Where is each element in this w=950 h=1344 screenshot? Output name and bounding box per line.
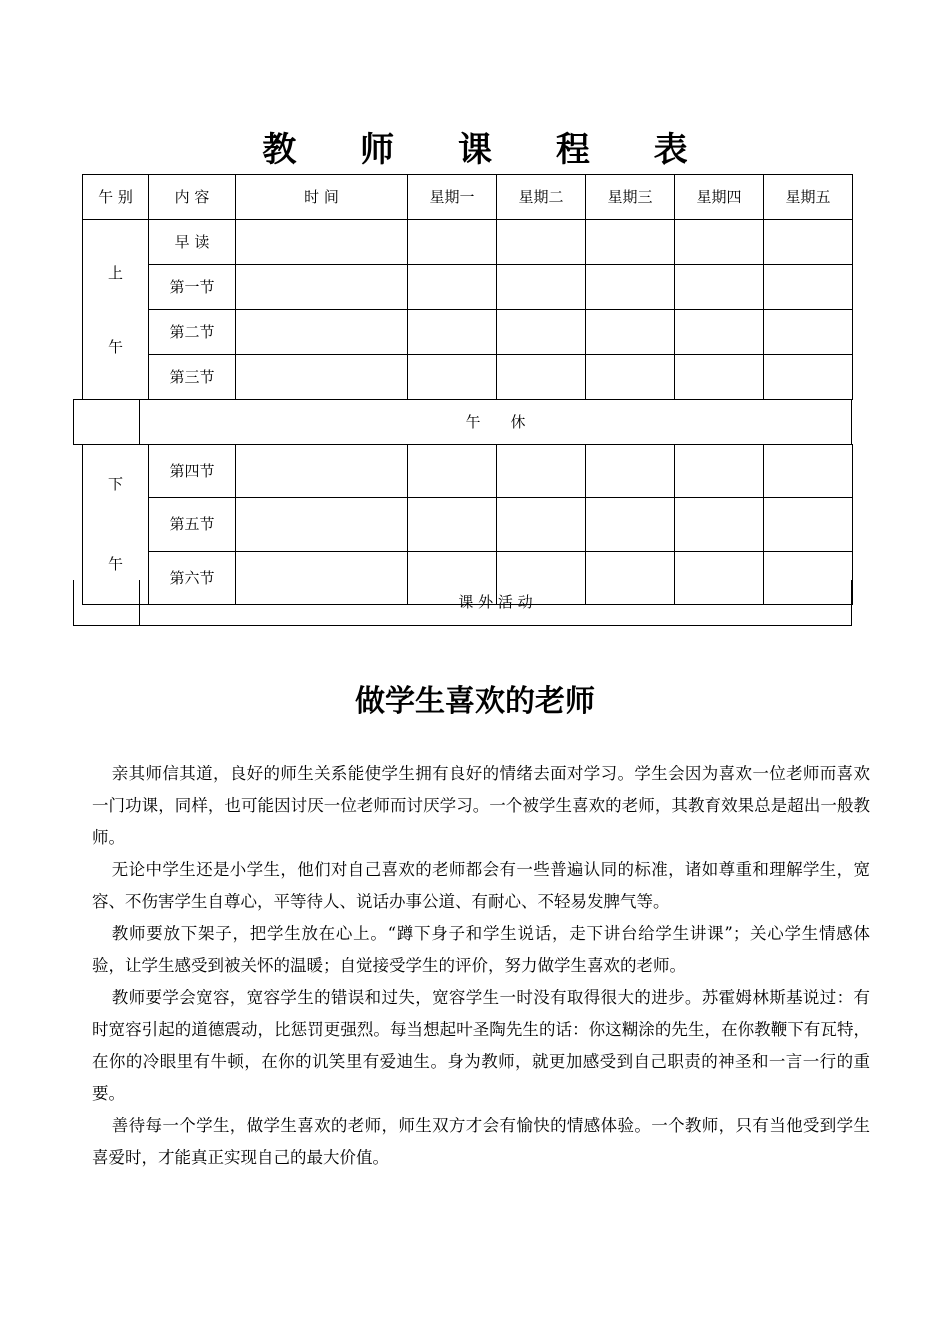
table-row [83, 265, 853, 310]
header-content: 内 容 [149, 175, 236, 220]
row-label: 第一节 [149, 265, 236, 310]
schedule-cell [586, 220, 675, 265]
schedule-cell [675, 444, 764, 498]
schedule-cell [408, 444, 497, 498]
article-paragraph: 教师要学会宽容，宽容学生的错误和过失，宽容学生一时没有取得很大的进步。苏霍姆林斯基说过：有时宽容引起的道德震动，比惩罚更强烈。每当想起叶圣陶先生的话：你这糊涂的先生，在你教鞭下有瓦特，在你的冷眼里有牛顿，在你的讥笑里有爱迪生。身为教师，就更加感受到自己职责的神圣和一言一行的重要。 [92, 988, 870, 1103]
schedule-cell [497, 220, 586, 265]
row-label: 第五节 [149, 498, 236, 552]
schedule-cell [408, 355, 497, 400]
schedule-cell [586, 444, 675, 498]
row-label: 早 读 [149, 220, 236, 265]
noon-break-row [73, 399, 852, 445]
schedule-cell [764, 444, 853, 498]
schedule-cell [675, 220, 764, 265]
article-body [92, 758, 870, 1174]
noon-break-label: 午 休 [140, 400, 852, 445]
article-paragraph: 无论中学生还是小学生，他们对自己喜欢的老师都会有一些普遍认同的标准，诸如尊重和理解学生，宽容、不伤害学生自尊心，平等待人、说话办事公道、有耐心、不轻易发脾气等。 [92, 860, 870, 911]
schedule-cell [497, 310, 586, 355]
afternoon-label-top: 下 [107, 475, 123, 493]
morning-label-bottom: 午 [107, 337, 123, 356]
schedule-cell [497, 265, 586, 310]
schedule-table [82, 174, 853, 400]
schedule-cell [586, 355, 675, 400]
header-period: 午 别 [83, 175, 149, 220]
article-paragraph: 教师要放下架子，把学生放在心上。“蹲下身子和学生说话，走下讲台给学生讲课”；关心学生情感体验，让学生感受到被关怀的温暖；自觉接受学生的评价，努力做学生喜欢的老师。 [92, 924, 870, 975]
schedule-cell [408, 220, 497, 265]
header-friday: 星期五 [764, 175, 853, 220]
schedule-cell [586, 498, 675, 552]
schedule-cell [675, 355, 764, 400]
time-cell [236, 444, 408, 498]
header-tuesday: 星期二 [497, 175, 586, 220]
morning-label [83, 220, 149, 400]
row-label: 第三节 [149, 355, 236, 400]
time-cell [236, 265, 408, 310]
schedule-cell [764, 498, 853, 552]
schedule-cell [764, 265, 853, 310]
row-label: 第六节 [149, 551, 236, 605]
schedule-cell [764, 220, 853, 265]
morning-label-top: 上 [107, 263, 123, 282]
time-cell [236, 220, 408, 265]
article-paragraph: 亲其师信其道，良好的师生关系能使学生拥有良好的情绪去面对学习。学生会因为喜欢一位老师而喜欢一门功课，同样，也可能因讨厌一位老师而讨厌学习。一个被学生喜欢的老师，其教育效果总是超出一般教师。 [92, 764, 870, 847]
table-row [83, 498, 853, 552]
article-paragraph: 善待每一个学生，做学生喜欢的老师，师生双方才会有愉快的情感体验。一个教师，只有当他受到学生喜爱时，才能真正实现自己的最大价值。 [92, 1116, 870, 1167]
extracurricular-row [73, 580, 852, 626]
afternoon-label-bottom: 午 [107, 555, 123, 573]
table-row [83, 444, 853, 498]
table-row [83, 310, 853, 355]
schedule-cell [764, 355, 853, 400]
schedule-cell [497, 444, 586, 498]
schedule-cell [675, 498, 764, 552]
time-cell [236, 498, 408, 552]
schedule-cell [408, 498, 497, 552]
article-title: 做学生喜欢的老师 [355, 684, 595, 719]
row-label: 第四节 [149, 444, 236, 498]
time-cell [236, 310, 408, 355]
row-label: 第二节 [149, 310, 236, 355]
header-thursday: 星期四 [675, 175, 764, 220]
table-row [83, 220, 853, 265]
extracurricular-label: 课 外 活 动 [140, 580, 852, 625]
schedule-cell [675, 310, 764, 355]
page-title: 教 师 课 程 表 [262, 130, 714, 170]
schedule-cell [586, 265, 675, 310]
schedule-cell [497, 355, 586, 400]
header-time: 时 间 [236, 175, 408, 220]
extracurricular-blank-cell [74, 580, 140, 625]
schedule-cell [497, 498, 586, 552]
schedule-cell [764, 310, 853, 355]
time-cell [236, 355, 408, 400]
header-row [83, 175, 853, 220]
table-row [83, 355, 853, 400]
schedule-cell [408, 310, 497, 355]
header-wednesday: 星期三 [586, 175, 675, 220]
noon-blank-cell [74, 400, 140, 445]
header-monday: 星期一 [408, 175, 497, 220]
schedule-cell [586, 310, 675, 355]
schedule-cell [408, 265, 497, 310]
schedule-cell [675, 265, 764, 310]
